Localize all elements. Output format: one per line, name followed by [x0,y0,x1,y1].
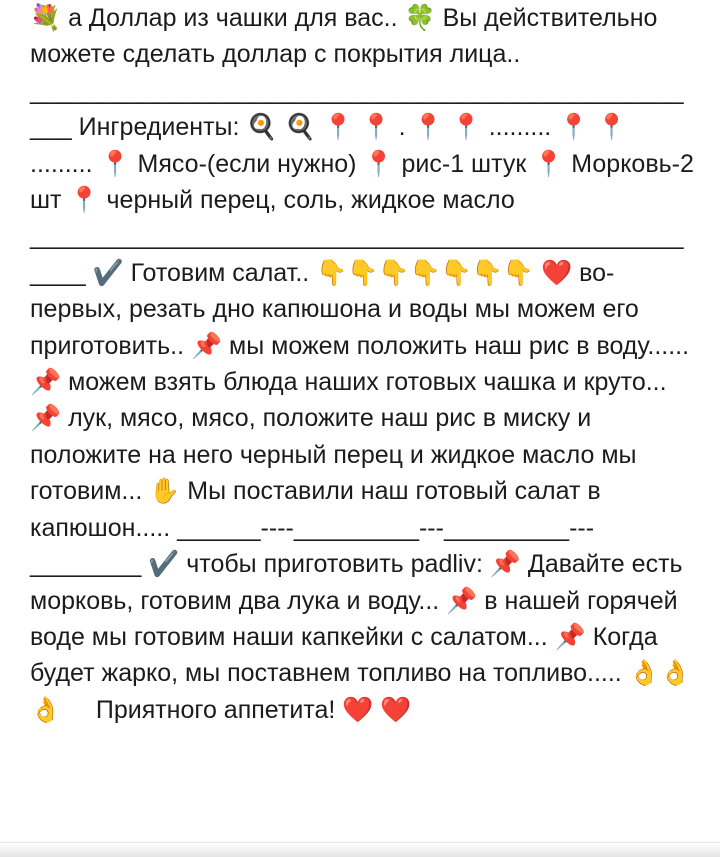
bottom-divider [0,842,720,857]
post-text: 💐 а Доллар из чашки для вас.. 🍀 Вы действительно можете сделать доллар с покрытия лица.. __________________________________________________ Ингредиенты: 🍳 🍳 📍 📍 . 📍 📍 ......... 📍 📍 ......... 📍 Мясо-(если нужно) 📍 рис-1 штук 📍 Морковь-2 шт 📍 черный перец, соль, жидкое масло ___________________________________________________ ✔️ Готовим салат.. 👇👇👇👇👇👇👇 ❤️ во-первых, резать дно капюшона и воды мы можем его приготовить.. 📌 мы можем положить наш рис в воду...... 📌 можем взять блюда наших готовых чашка и круто... 📌 лук, мясо, мясо, положите наш рис в миску и положите на него черный перец и жидкое масло мы готовим... ✋ Мы поставили наш готовый салат в капюшон..... ______----_________---_________---________ ✔️ чтобы приготовить padliv: 📌 Давайте есть морковь, готовим два лука и воду... 📌 в нашей горячей воде мы готовим наши капкейки с салатом... 📌 Когда будет жарко, мы поставнем топливо на топливо..... 👌👌👌 Приятного аппетита! ❤️ ❤️ [30,4,694,724]
